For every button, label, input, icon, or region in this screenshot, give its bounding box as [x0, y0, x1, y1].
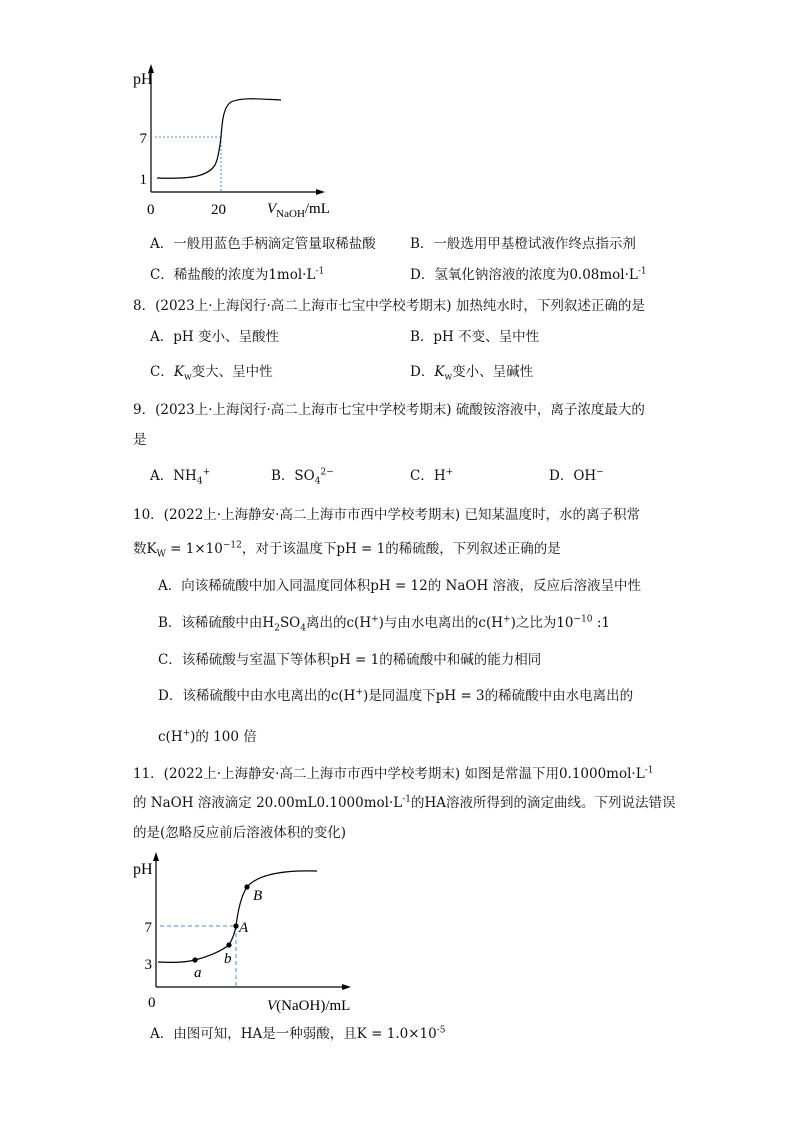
q10-option-a: A．向该稀硫酸中加入同温度同体积pH = 12的 NaOH 溶液，反应后溶液呈中性 [158, 578, 642, 594]
q10-stem-line1: 10．(2022上·上海静安·高二上海市市西中学校考期末) 已知某温度时，水的离子积常 [133, 507, 640, 523]
q8-option-b: B．pH 不变、呈中性 [410, 329, 540, 345]
graph2-point-a [192, 957, 197, 962]
graph2-curve [158, 871, 317, 963]
q11-option-a: A．由图可知，HA是一种弱酸，且$K = 1.0\times 10^{-5}$ [150, 1025, 446, 1042]
q7-option-c: C．稀盐酸的浓度为$1mol\cdot L^{-1}$ [150, 266, 325, 283]
q11-stem-line3: 的是(忽略反应前后溶液体积的变化) [133, 825, 347, 841]
graph1-x-origin: 0 [147, 202, 155, 218]
graph1-x-label: $V_{NaOH}/mL$ [267, 201, 330, 220]
graph1-x-tick-20: 20 [211, 202, 226, 218]
q10-option-b: B．该稀硫酸中由$H_2SO_4$离出的c(H+)与由水电离出的c(H+)之比为$10^{-10}$ :1 [158, 614, 610, 634]
q10-option-d-line2: c(H+)的 100 倍 [158, 728, 257, 745]
q9-option-d: D．OH− [549, 467, 604, 484]
q7-option-a: A．一般用蓝色手柄滴定管量取稀盐酸 [150, 236, 376, 252]
titration-graph-1 [125, 62, 365, 222]
q8-option-a: A．pH 变小、呈酸性 [150, 329, 279, 345]
q9-stem-line2: 是 [133, 432, 147, 448]
graph2-label-a: a [194, 965, 202, 981]
q8-stem: 8．(2023上·上海闵行·高二上海市七宝中学校考期末) 加热纯水时，下列叙述正确的是 [133, 298, 645, 314]
graph2-label-b: b [224, 951, 232, 967]
q9-stem-line1: 9．(2023上·上海闵行·高二上海市七宝中学校考期末) 硫酸铵溶液中，离子浓度最大的 [133, 402, 645, 418]
graph2-label-A: A [239, 920, 249, 936]
graph1-y-tick-1: 1 [139, 172, 147, 188]
q9-option-a: A．$NH_4^+$ [150, 467, 211, 487]
graph2-y-tick-7: 7 [144, 920, 152, 936]
graph2-label-B: B [253, 888, 263, 904]
q8-option-c: C．$K_w$变大、呈中性 [150, 364, 273, 383]
graph1-y-label: pH [133, 71, 153, 88]
graph2-y-tick-3: 3 [144, 957, 152, 973]
graph2-y-arrow [153, 852, 159, 861]
graph2-x-arrow [342, 984, 351, 990]
q8-option-d: D．$K_w$变小、呈碱性 [410, 364, 534, 383]
graph1-curve [157, 99, 281, 179]
graph2-point-B [244, 884, 249, 889]
q11-stem-line2: 的 NaOH 溶液滴定 $20.00mL0.1000mol\cdot L^{-1}$的HA溶液所得到的滴定曲线。下列说法错误 [133, 794, 676, 811]
titration-graph-2 [125, 850, 375, 1020]
q9-option-b: B．$SO_4^{2-}$ [271, 467, 334, 487]
graph2-x-label: V(NaOH)/mL [267, 998, 351, 1014]
q11-stem-line1: 11．(2022上·上海静安·高二上海市市西中学校考期末) 如图是常温下用$0.1000mol\cdot L^{-1}$ [133, 765, 654, 782]
graph1-y-tick-7: 7 [139, 131, 147, 147]
graph2-x-origin: 0 [148, 995, 156, 1011]
graph2-y-label: pH [133, 861, 153, 878]
q10-stem-line2: 数$K_W = 1\times 10^{-12}$，对于该温度下pH = 1的稀硫酸，下列叙述正确的是 [133, 540, 561, 560]
q7-option-b: B．一般选用甲基橙试液作终点指示剂 [410, 236, 636, 252]
q9-option-c: C．H+ [410, 467, 454, 484]
q10-option-c: C．该稀硫酸与室温下等体积pH = 1的稀硫酸中和碱的能力相同 [158, 652, 542, 668]
graph2-point-b [226, 942, 231, 947]
q10-option-d-line1: D．该稀硫酸中由水电离出的c(H+)是同温度下pH = 3的稀硫酸中由水电离出的 [158, 687, 634, 704]
q7-option-d: D．氢氧化钠溶液的浓度为$0.08mol\cdot L^{-1}$ [410, 266, 647, 283]
graph1-x-arrow [316, 189, 325, 195]
graph2-point-A [233, 923, 238, 928]
